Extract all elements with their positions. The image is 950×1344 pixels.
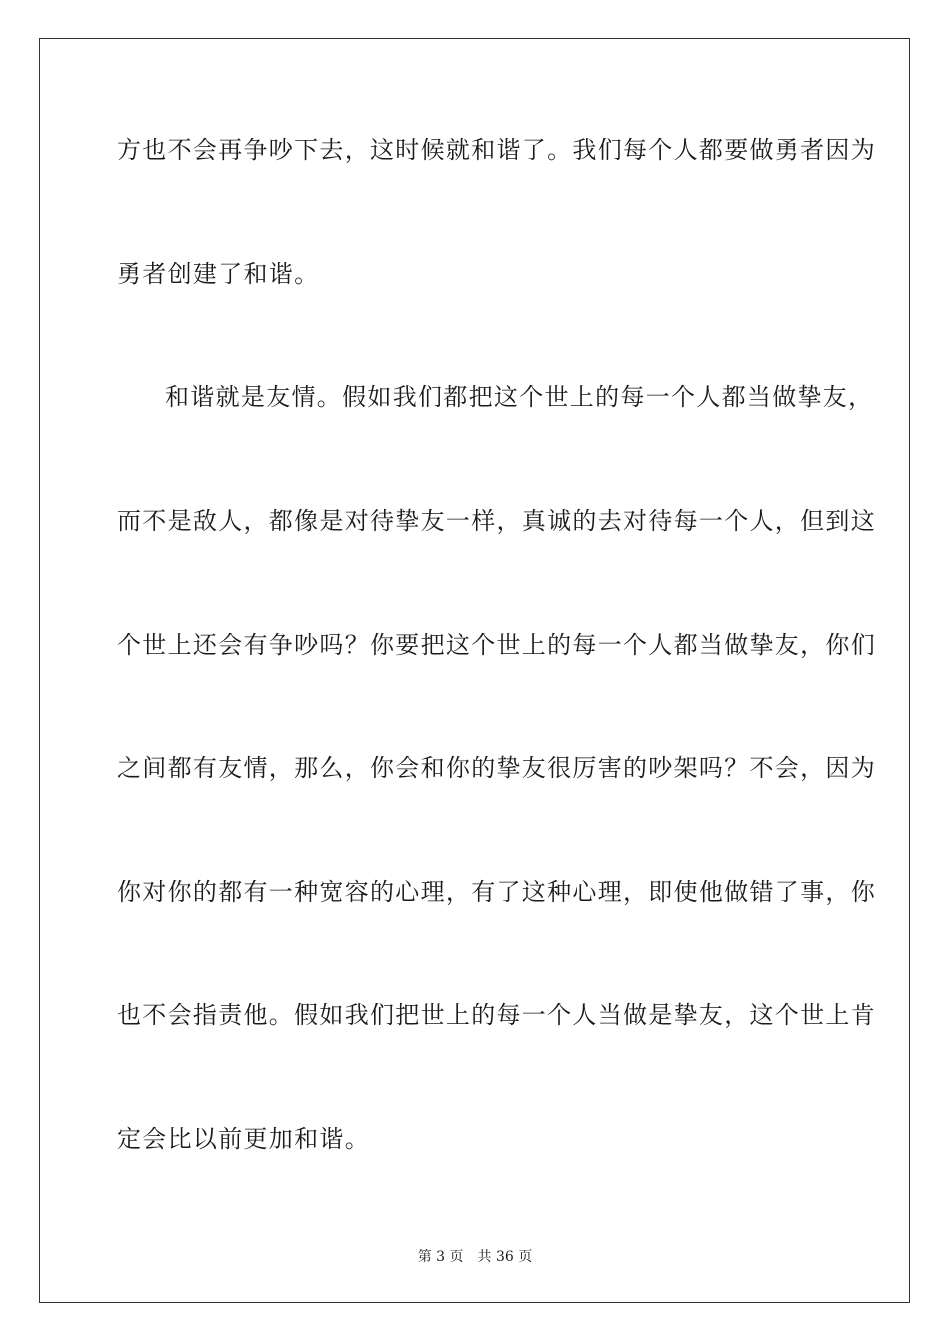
text-line-2: 勇者创建了和谐。 — [117, 260, 320, 288]
text-line-4: 而不是敌人，都像是对待挚友一样，真诚的去对待每一个人，但到这 — [117, 507, 876, 535]
text-line-7: 你对你的都有一种宽容的心理，有了这种心理，即使他做错了事，你 — [117, 878, 876, 906]
text-line-8: 也不会指责他。假如我们把世上的每一个人当做是挚友，这个世上肯 — [117, 1001, 876, 1029]
text-line-6: 之间都有友情，那么，你会和你的挚友很厉害的吵架吗？不会，因为 — [117, 754, 876, 782]
paragraph-start-line: 和谐就是友情。假如我们都把这个世上的每一个人都当做挚友， — [165, 383, 874, 411]
page-border — [39, 38, 910, 1303]
text-line-5: 个世上还会有争吵吗？你要把这个世上的每一个人都当做挚友，你们 — [117, 631, 876, 659]
text-line-9: 定会比以前更加和谐。 — [117, 1125, 370, 1153]
page-number-footer: 第 3 页 共 36 页 — [417, 1249, 533, 1265]
text-line-1: 方也不会再争吵下去，这时候就和谐了。我们每个人都要做勇者因为 — [117, 136, 876, 164]
